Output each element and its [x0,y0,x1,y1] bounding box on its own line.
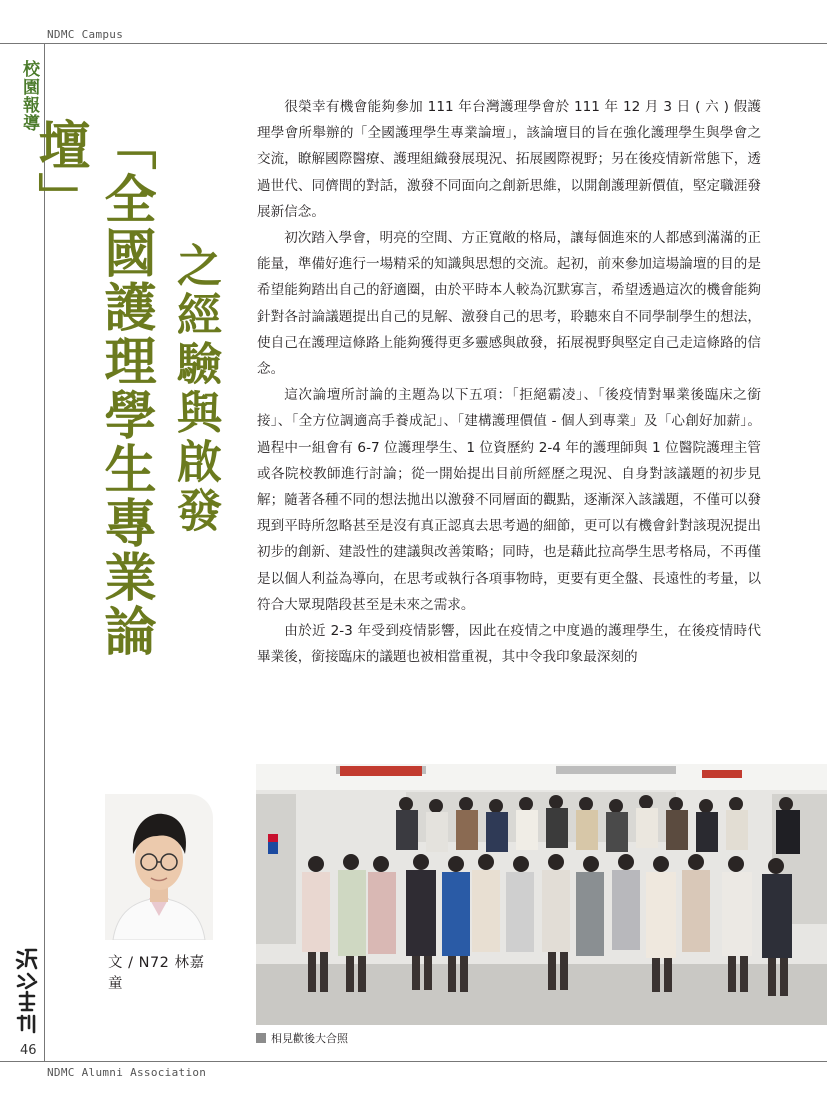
page-number: 46 [20,1043,37,1058]
paragraph: 這次論壇所討論的主題為以下五項：「拒絕霸凌」、「後疫情對畢業後臨床之銜接」、「全方位調適高手養成記」、「建構護理價值 - 個人到專業」及「心創好加薪」。過程中一組會有 6-7 位護理學生、1 位資歷約 2-4 年的護理師與 1 位醫院護理主管或各院校教師進行討論；從一開始提出目前所經歷之現況、自身對該議題的初步見解；隨著各種不同的想法拋出以激發不同層面的觀點，逐漸深入該議題，不僅可以發現到平時所忽略甚至是沒有真正認真去思考過的細節，更可以有機會針對該現況提出初步的創新、建設性的建議與改善策略；同時，也是藉此拉高學生思考格局，不再僅是以個人利益為導向，在思考或執行各項事物時，更要有更全盤、長遠性的考量，以符合大眾現階段甚至是未來之需求。 [257,387,761,613]
group-photo [256,764,827,1025]
running-header: NDMC Campus [47,28,124,41]
calligraphy-logo [14,946,40,1034]
article-body [257,94,761,670]
running-footer: NDMC Alumni Association [47,1066,207,1079]
caption-marker-icon [256,1033,266,1043]
section-tag: 校園報導 [19,60,39,132]
author-portrait [105,794,213,940]
paragraph: 由於近 2-3 年受到疫情影響，因此在疫情之中度過的護理學生，在後疫情時代畢業後，銜接臨床的議題也被相當重視，其中令我印象最深刻的 [257,623,761,666]
article-subtitle: 之經驗與啟發 [169,242,222,536]
paragraph: 初次踏入學會，明亮的空間、方正寬敞的格局，讓每個進來的人都感到滿滿的正能量，準備好進行一場精采的知識與思想的交流。起初，前來參加這場論壇的目的是希望能夠踏出自己的舒適圈，由於平時本人較為沉默寡言，希望透過這次的機會能夠針對各討論議題提出自己的見解、激發自己的思考，聆聽來自不同學制學生的想法，使自己在護理這條路上能夠獲得更多靈感與啟發，拓展視野與堅定自己走這條路的信念。 [257,230,761,378]
paragraph: 很榮幸有機會能夠參加 111 年台灣護理學會於 111 年 12 月 3 日 ( 六 ) 假護理學會所舉辦的「全國護理學生專業論壇」，該論壇目的旨在強化護理學生與學會之交流，瞭解國際醫療、護理組織發展現況、拓展國際視野；另在後疫情新常態下，透過世代、同儕間的對話，激發不同面向之創新思維，以開創護理新價值，堅定職涯發展新信念。 [257,99,761,220]
article-title: 「全國護理學生專業論壇」 [29,118,155,658]
caption-text: 相見歡後大合照 [271,1032,348,1045]
author-byline: 文 / N72 林嘉童 [108,955,205,992]
footer-rule [0,1061,827,1062]
header-rule [0,43,827,44]
photo-caption [256,1030,348,1046]
